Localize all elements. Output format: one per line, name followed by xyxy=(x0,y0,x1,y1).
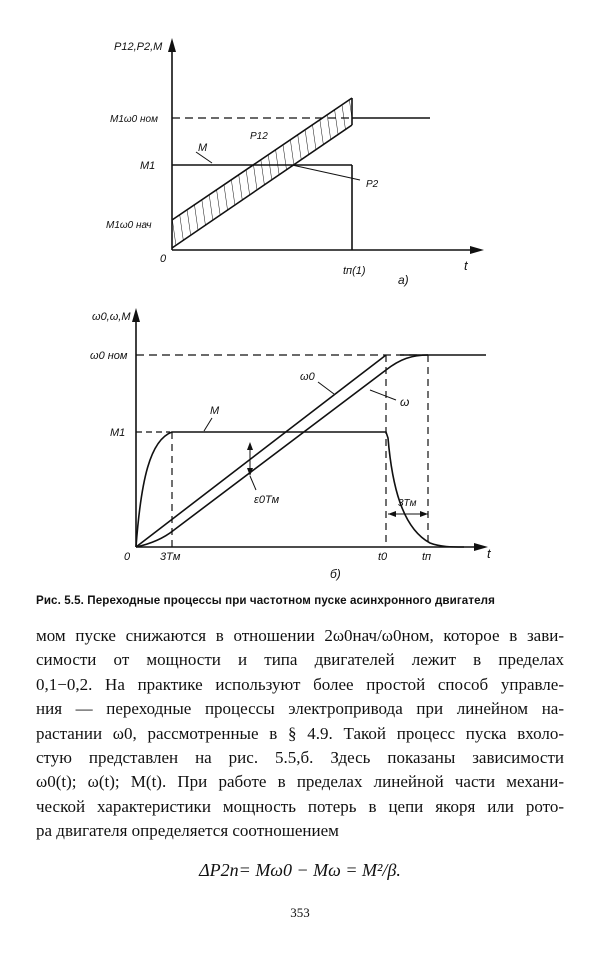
page-number: 353 xyxy=(290,905,310,920)
power-band-hatch xyxy=(172,98,352,248)
t-axis-arrow xyxy=(470,246,484,254)
y-axis-arrow xyxy=(168,38,176,52)
fig-b-curve-M-label: M xyxy=(210,405,220,417)
curve-P12 xyxy=(172,98,352,220)
fig-a-level-low-label: M1ω0 нач xyxy=(106,220,152,231)
text-line: стую представлен на рис. 5.5,б. Здесь показаны зависимости xyxy=(36,748,564,768)
formula: ΔP2п= Mω0 − Mω = M²/β. xyxy=(199,860,401,880)
curve-omega xyxy=(136,355,428,547)
fig-b-y-axis-label: ω0,ω,M xyxy=(92,311,131,323)
leader-M xyxy=(204,418,212,431)
fig-b-level-mid-label: M1 xyxy=(110,427,126,439)
fig-b-t2: t0 xyxy=(378,551,388,563)
fig-b-curve-w-label: ω xyxy=(400,395,410,409)
fig-a-level-mid-label: M1 xyxy=(140,160,156,172)
fig-b-t3: tп xyxy=(422,551,432,563)
text-line: симости от мощности и типа двигателей лежит в пределах xyxy=(36,650,564,670)
body-paragraph xyxy=(36,624,564,844)
fig-a-origin: 0 xyxy=(160,253,167,265)
t-axis-arrow xyxy=(474,543,488,551)
curve-omega0 xyxy=(136,355,386,547)
curve-M xyxy=(136,432,464,547)
text-line: растании ω0, рассмотренные в § 4.9. Такой процесс пуска вхоло- xyxy=(36,723,564,743)
decay-arrow-left xyxy=(388,511,396,517)
text-line: мом пуске снижаются в отношении 2ω0нач/ω0ном, которое в зави- xyxy=(36,626,564,645)
figure-b xyxy=(0,300,600,585)
leader-omega xyxy=(370,390,396,400)
fig-a-curve-P12-label: P12 xyxy=(250,131,268,142)
gap-arrow-top xyxy=(247,442,253,450)
leader-omega0 xyxy=(318,382,334,394)
leader-gap xyxy=(250,476,256,490)
decay-arrow-right xyxy=(420,511,428,517)
text-line: 0,1−0,2. На практике используют более простой способ управле- xyxy=(36,674,564,694)
fig-a-t-axis: t xyxy=(464,258,468,273)
text-line: ния — переходные процессы электропривода при линейном на- xyxy=(36,699,564,719)
fig-b-curve-w0-label: ω0 xyxy=(300,371,315,383)
fig-a-y-axis-label: P12,P2,M xyxy=(114,41,163,53)
fig-a-level-top-label: M1ω0 ном xyxy=(110,114,158,125)
fig-b-level-top-label: ω0 ном xyxy=(90,350,128,362)
fig-a-curve-P2-label: P2 xyxy=(366,179,379,190)
text-line: ω0(t); ω(t); M(t). При работе в пределах линейной части механи- xyxy=(36,772,564,792)
fig-a-curve-M-label: M xyxy=(198,142,208,154)
y-axis-arrow xyxy=(132,308,140,322)
fig-b-origin: 0 xyxy=(124,551,131,563)
fig-b-t1: 3Tм xyxy=(160,551,181,563)
fig-a-panel-label: а) xyxy=(398,273,409,287)
fig-b-decay-label: 3Tм xyxy=(398,498,417,509)
figure-caption: Рис. 5.5. Переходные процессы при частотном пуске асинхронного двигателя xyxy=(36,594,496,607)
text-line: ра двигателя определяется соотношением xyxy=(36,821,339,841)
fig-b-gap-label: ε0Tм xyxy=(254,494,280,506)
fig-b-panel-label: б) xyxy=(330,567,341,581)
leader-P2 xyxy=(292,165,360,180)
text-line: ческой характеристики мощность потерь в цепи якоря или рото- xyxy=(36,796,564,816)
fig-b-t-axis: t xyxy=(487,546,491,561)
figure-a xyxy=(0,30,600,295)
fig-a-t-end: tп(1) xyxy=(343,265,366,277)
